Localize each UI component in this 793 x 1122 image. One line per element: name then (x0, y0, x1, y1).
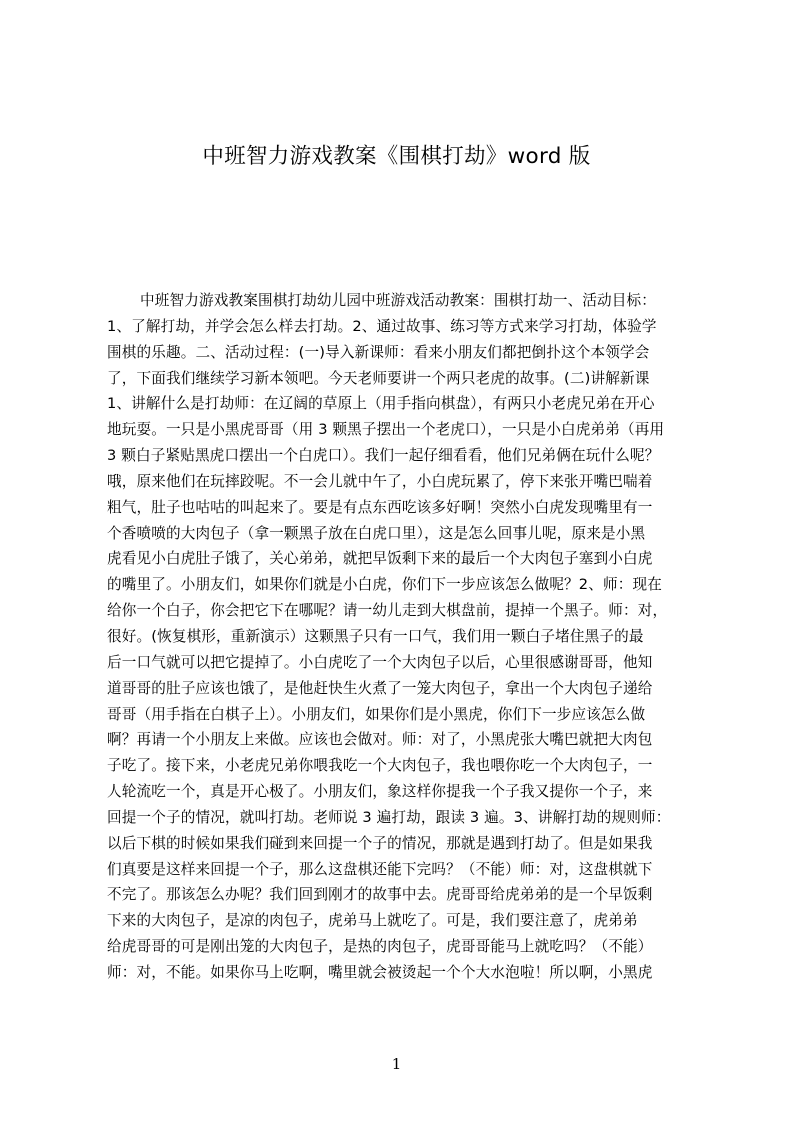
paragraph-line: 1、了解打劫，并学会怎么样去打劫。2、通过故事、练习等方式来学习打劫，体验学 (107, 317, 657, 335)
paragraph-line: 虎看见小白虎肚子饿了，关心弟弟，就把早饭剩下来的最后一个大肉包子塞到小白虎 (107, 550, 653, 568)
paragraph-line: 人轮流吃一个，真是开心极了。小朋友们，象这样你提我一个子我又提你一个子，来 (107, 783, 653, 801)
paragraph-line: 了，下面我们继续学习新本领吧。今天老师要讲一个两只老虎的故事。(二)讲解新课 (107, 369, 650, 387)
paragraph-line: 很好。(恢复棋形，重新演示）这颗黑子只有一口气，我们用一颗白子堵住黑子的最 (107, 627, 644, 645)
paragraph-line: 哦，原来他们在玩摔跤呢。不一会儿就中午了，小白虎玩累了，停下来张开嘴巴喘着 (107, 472, 653, 490)
paragraph-line: 哥哥（用手指在白棋子上）。小朋友们，如果你们是小黑虎，你们下一步应该怎么做 (107, 705, 646, 723)
paragraph-line: 们真要是这样来回提一个子，那么这盘棋还能下完吗？（不能）师：对，这盘棋就下 (107, 860, 653, 878)
paragraph-line: 的嘴里了。小朋友们，如果你们就是小白虎，你们下一步应该怎么做呢？2、师：现在 (107, 576, 662, 594)
paragraph-line: 啊？再请一个小朋友上来做。应该也会做对。师：对了，小黑虎张大嘴巴就把大肉包 (107, 731, 653, 749)
paragraph-line: 1、讲解什么是打劫师：在辽阔的草原上（用手指向棋盘），有两只小老虎兄弟在开心 (107, 395, 655, 413)
paragraph-line: 回提一个子的情况，就叫打劫。老师说 3 遍打劫，跟读 3 遍。3、讲解打劫的规则师： (107, 808, 671, 826)
paragraph-line: 粗气，肚子也咕咕的叫起来了。要是有点东西吃该多好啊！突然小白虎发现嘴里有一 (107, 498, 653, 516)
paragraph-line: 道哥哥的肚子应该也饿了，是他赶快生火煮了一笼大肉包子，拿出一个大肉包子递给 (107, 679, 653, 697)
paragraph-line: 以后下棋的时候如果我们碰到来回提一个子的情况，那就是遇到打劫了。但是如果我 (107, 834, 653, 852)
paragraph-line: 师：对，不能。如果你马上吃啊，嘴里就会被烫起一个个大水泡啦！所以啊，小黑虎 (107, 963, 653, 981)
paragraph-line: 地玩耍。一只是小黑虎哥哥（用 3 颗黑子摆出一个老虎口），一只是小白虎弟弟（再用 (107, 421, 665, 439)
body-paragraph (107, 288, 699, 1008)
paragraph-line: 给你一个白子，你会把它下在哪呢？请一幼儿走到大棋盘前，提掉一个黑子。师：对， (107, 602, 668, 620)
paragraph-line: 中班智力游戏教案围棋打劫幼儿园中班游戏活动教案：围棋打劫一、活动目标： (140, 292, 657, 309)
paragraph-line: 不完了。那该怎么办呢？我们回到刚才的故事中去。虎哥哥给虎弟弟的是一个早饭剩 (107, 886, 653, 904)
document-title: 中班智力游戏教案《围棋打劫》word 版 (202, 144, 591, 169)
paragraph-line: 围棋的乐趣。二、活动过程：(一)导入新课师：看来小朋友们都把倒扑这个本领学会 (107, 343, 650, 361)
paragraph-line: 后一口气就可以把它提掉了。小白虎吃了一个大肉包子以后，心里很感谢哥哥，他知 (107, 653, 653, 671)
paragraph-line: 给虎哥哥的可是刚出笼的大肉包子，是热的肉包子，虎哥哥能马上就吃吗？（不能） (107, 938, 653, 956)
paragraph-line: 子吃了。接下来，小老虎兄弟你喂我吃一个大肉包子，我也喂你吃一个大肉包子，一 (107, 757, 653, 775)
paragraph-line: 个香喷喷的大肉包子（拿一颗黑子放在白虎口里），这是怎么回事儿呢，原来是小黑 (107, 524, 646, 542)
paragraph-line: 3 颗白子紧贴黑虎口摆出一个白虎口）。我们一起仔细看看，他们兄弟俩在玩什么呢？ (107, 447, 660, 465)
paragraph-line: 下来的大肉包子，是凉的肉包子，虎弟马上就吃了。可是，我们要注意了，虎弟弟 (107, 912, 638, 930)
page-number: 1 (391, 1055, 402, 1073)
